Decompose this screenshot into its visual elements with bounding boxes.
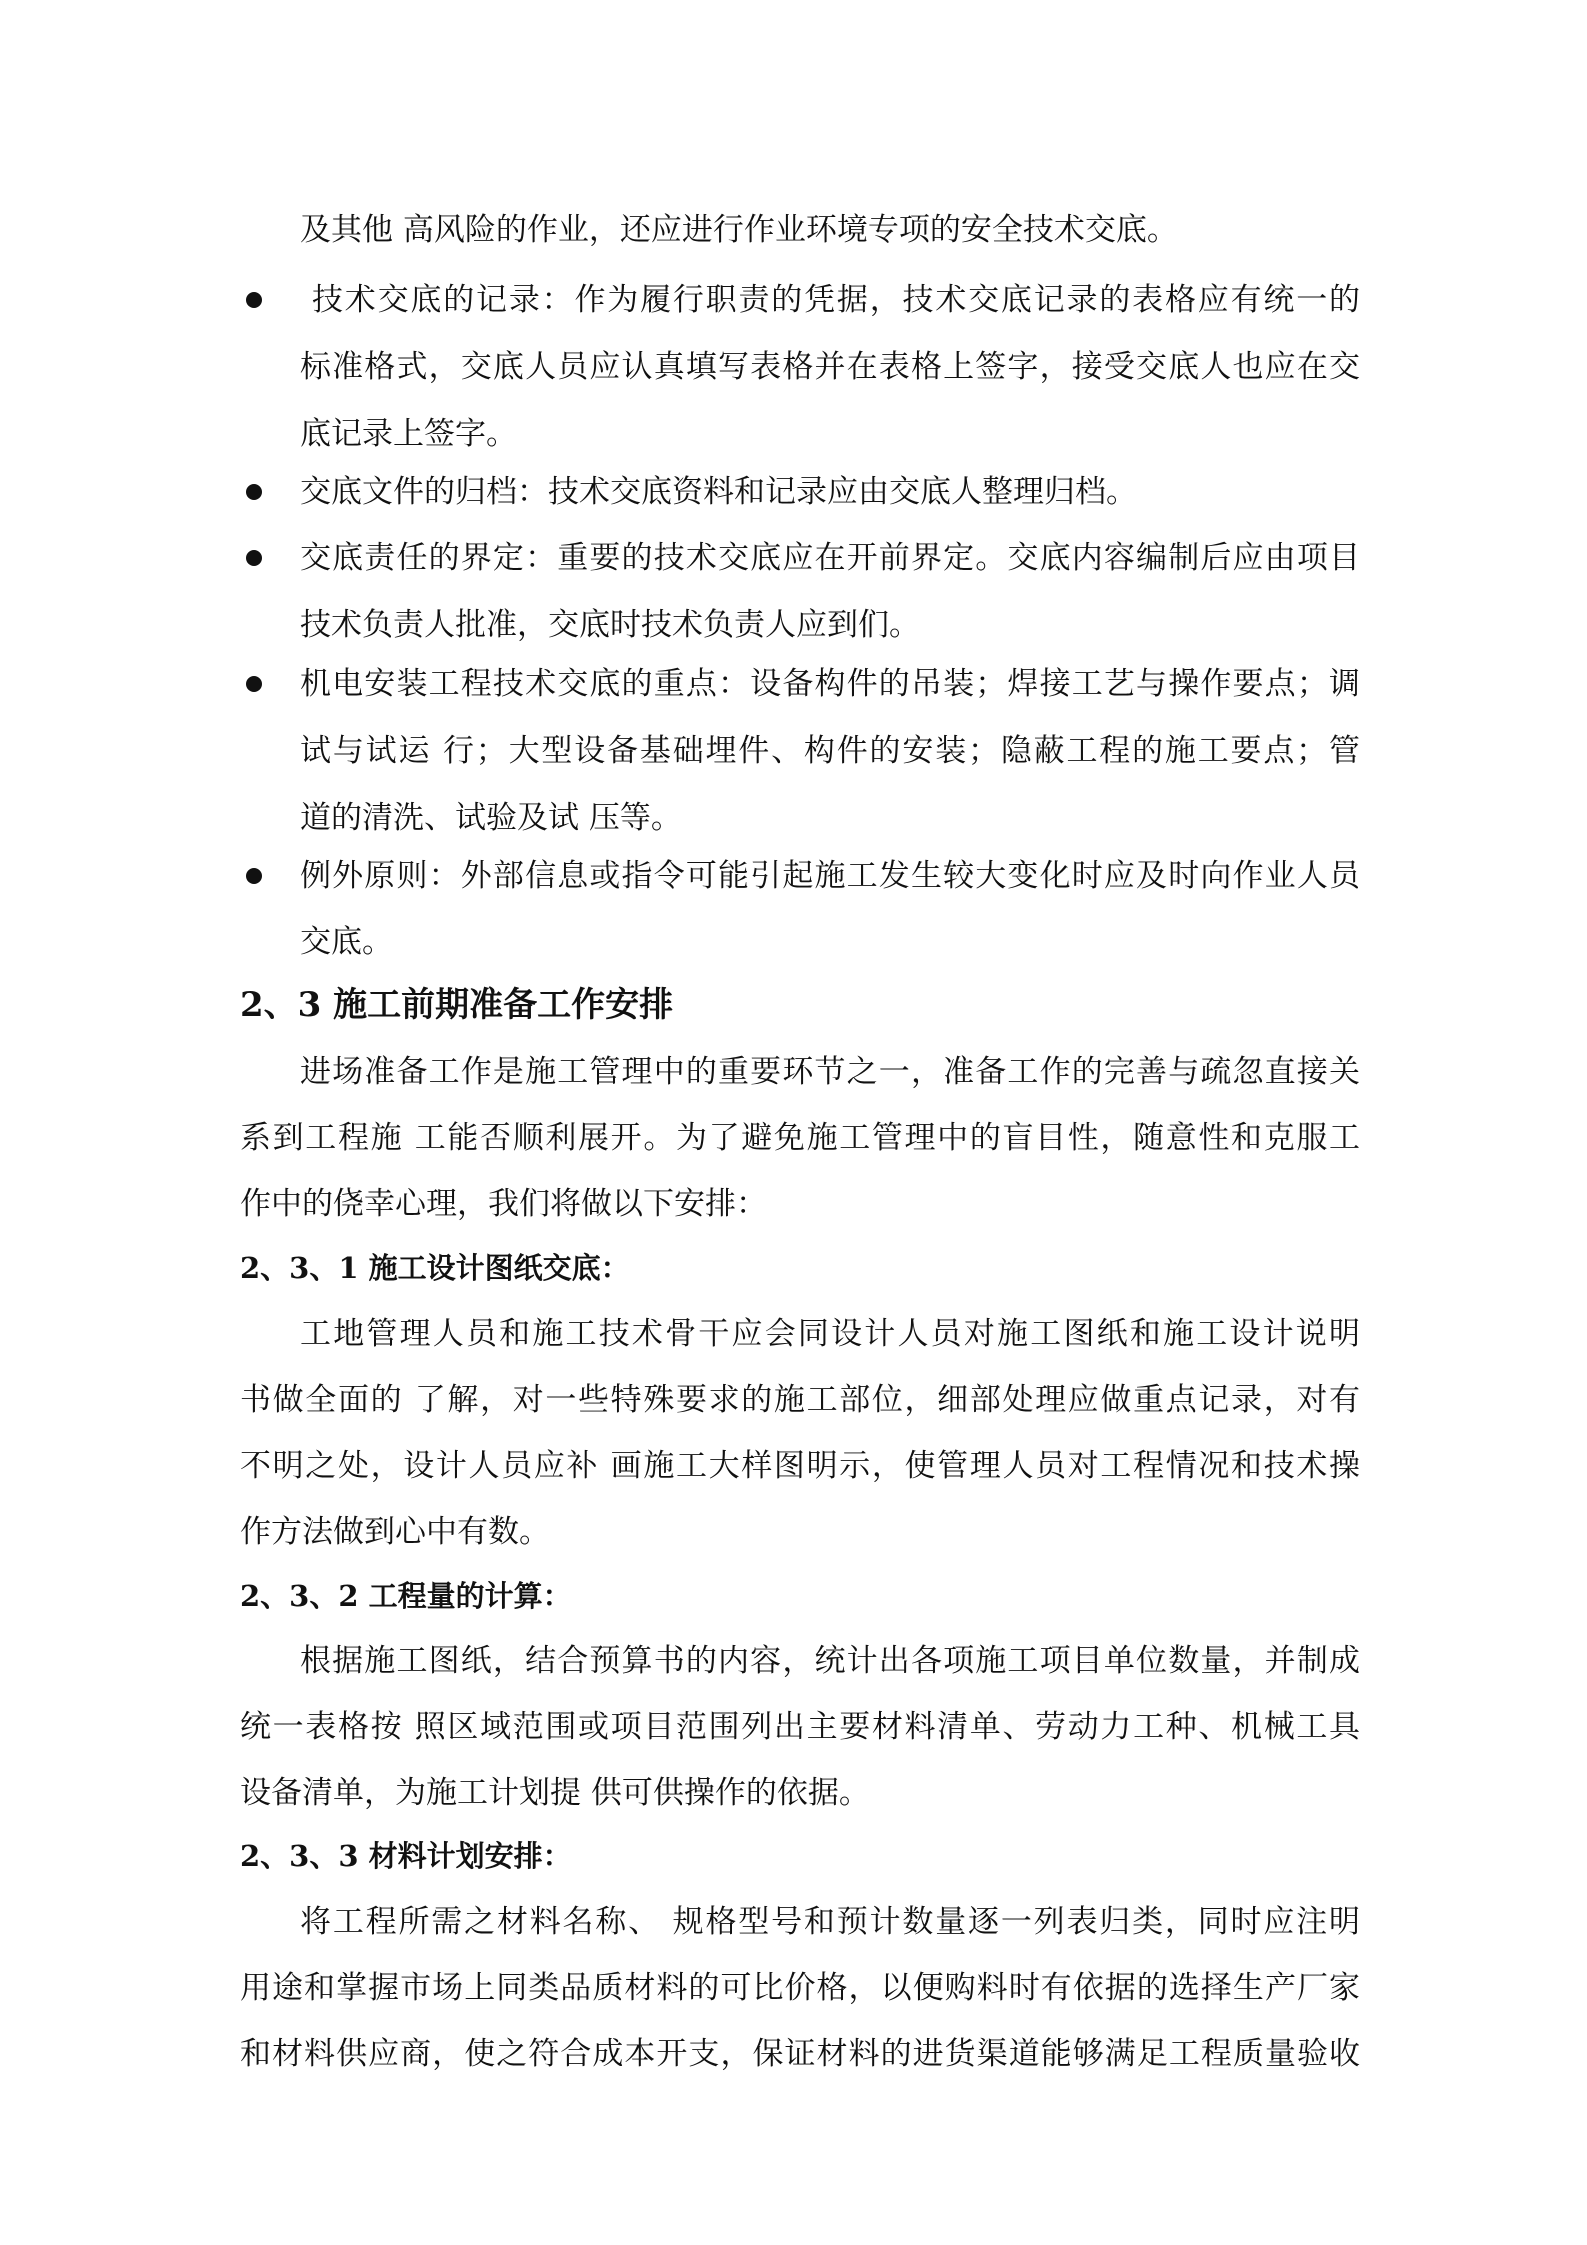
bullet-dot [246, 484, 262, 500]
bullet-3-line-1: 交底责任的界定：重要的技术交底应在开前界定。交底内容编制后应由项目 [300, 540, 1360, 576]
bullet-dot [246, 868, 262, 884]
bullet-1-line-1: 技术交底的记录：作为履行职责的凭据，技术交底记录的表格应有统一的 [312, 282, 1360, 318]
bullet-2-line-1: 交底文件的归档：技术交底资料和记录应由交底人整理归档。 [300, 474, 1137, 510]
bullet-3-line-2: 技术负责人批准，交底时技术负责人应到们。 [300, 607, 920, 643]
bullet-5-line-1: 例外原则：外部信息或指令可能引起施工发生较大变化时应及时向作业人员 [300, 858, 1360, 894]
section-2-3-line-3: 作中的侥幸心理，我们将做以下安排： [240, 1186, 767, 1222]
section-2-3-line-1: 进场准备工作是施工管理中的重要环节之一，准备工作的完善与疏忽直接关 [300, 1054, 1360, 1090]
section-2-3-line-2: 系到工程施 工能否顺利展开。为了避免施工管理中的盲目性，随意性和克服工 [240, 1120, 1360, 1156]
section-2-3-1-line-1: 工地管理人员和施工技术骨干应会同设计人员对施工图纸和施工设计说明 [300, 1316, 1360, 1352]
intro-line: 及其他 高风险的作业，还应进行作业环境专项的安全技术交底。 [300, 212, 1178, 248]
section-2-3-1-line-3: 不明之处，设计人员应补 画施工大样图明示，使管理人员对工程情况和技术操 [240, 1448, 1360, 1484]
bullet-5-line-2: 交底。 [300, 924, 393, 960]
section-2-3-heading: 2、3 施工前期准备工作安排 [240, 985, 674, 1025]
section-2-3-2-heading: 2、3、2 工程量的计算： [240, 1579, 572, 1613]
section-2-3-2-line-3: 设备清单，为施工计划提 供可供操作的依据。 [240, 1775, 870, 1811]
bullet-dot [246, 292, 262, 308]
section-2-3-1-heading: 2、3、1 施工设计图纸交底： [240, 1251, 630, 1285]
section-2-3-3-line-1: 将工程所需之材料名称、 规格型号和预计数量逐一列表归类，同时应注明 [300, 1904, 1360, 1940]
section-2-3-1-line-2: 书做全面的 了解，对一些特殊要求的施工部位，细部处理应做重点记录，对有 [240, 1382, 1360, 1418]
bullet-1-line-3: 底记录上签字。 [300, 416, 517, 452]
bullet-4-line-3: 道的清洗、试验及试 压等。 [300, 800, 682, 836]
bullet-4-line-2: 试与试运 行；大型设备基础埋件、构件的安装；隐蔽工程的施工要点；管 [300, 733, 1360, 769]
bullet-4-line-1: 机电安装工程技术交底的重点：设备构件的吊装；焊接工艺与操作要点；调 [300, 666, 1360, 702]
section-2-3-1-line-4: 作方法做到心中有数。 [240, 1514, 550, 1550]
bullet-1-line-2: 标准格式，交底人员应认真填写表格并在表格上签字，接受交底人也应在交 [300, 349, 1360, 385]
section-2-3-3-heading: 2、3、3 材料计划安排： [240, 1839, 572, 1873]
section-2-3-2-line-2: 统一表格按 照区域范围或项目范围列出主要材料清单、劳动力工种、机械工具 [240, 1709, 1360, 1745]
bullet-dot [246, 550, 262, 566]
bullet-dot [246, 676, 262, 692]
section-2-3-2-line-1: 根据施工图纸，结合预算书的内容，统计出各项施工项目单位数量，并制成 [300, 1643, 1360, 1679]
section-2-3-3-line-3: 和材料供应商，使之符合成本开支，保证材料的进货渠道能够满足工程质量验收 [240, 2036, 1360, 2072]
section-2-3-3-line-2: 用途和掌握市场上同类品质材料的可比价格，以便购料时有依据的选择生产厂家 [240, 1970, 1360, 2006]
